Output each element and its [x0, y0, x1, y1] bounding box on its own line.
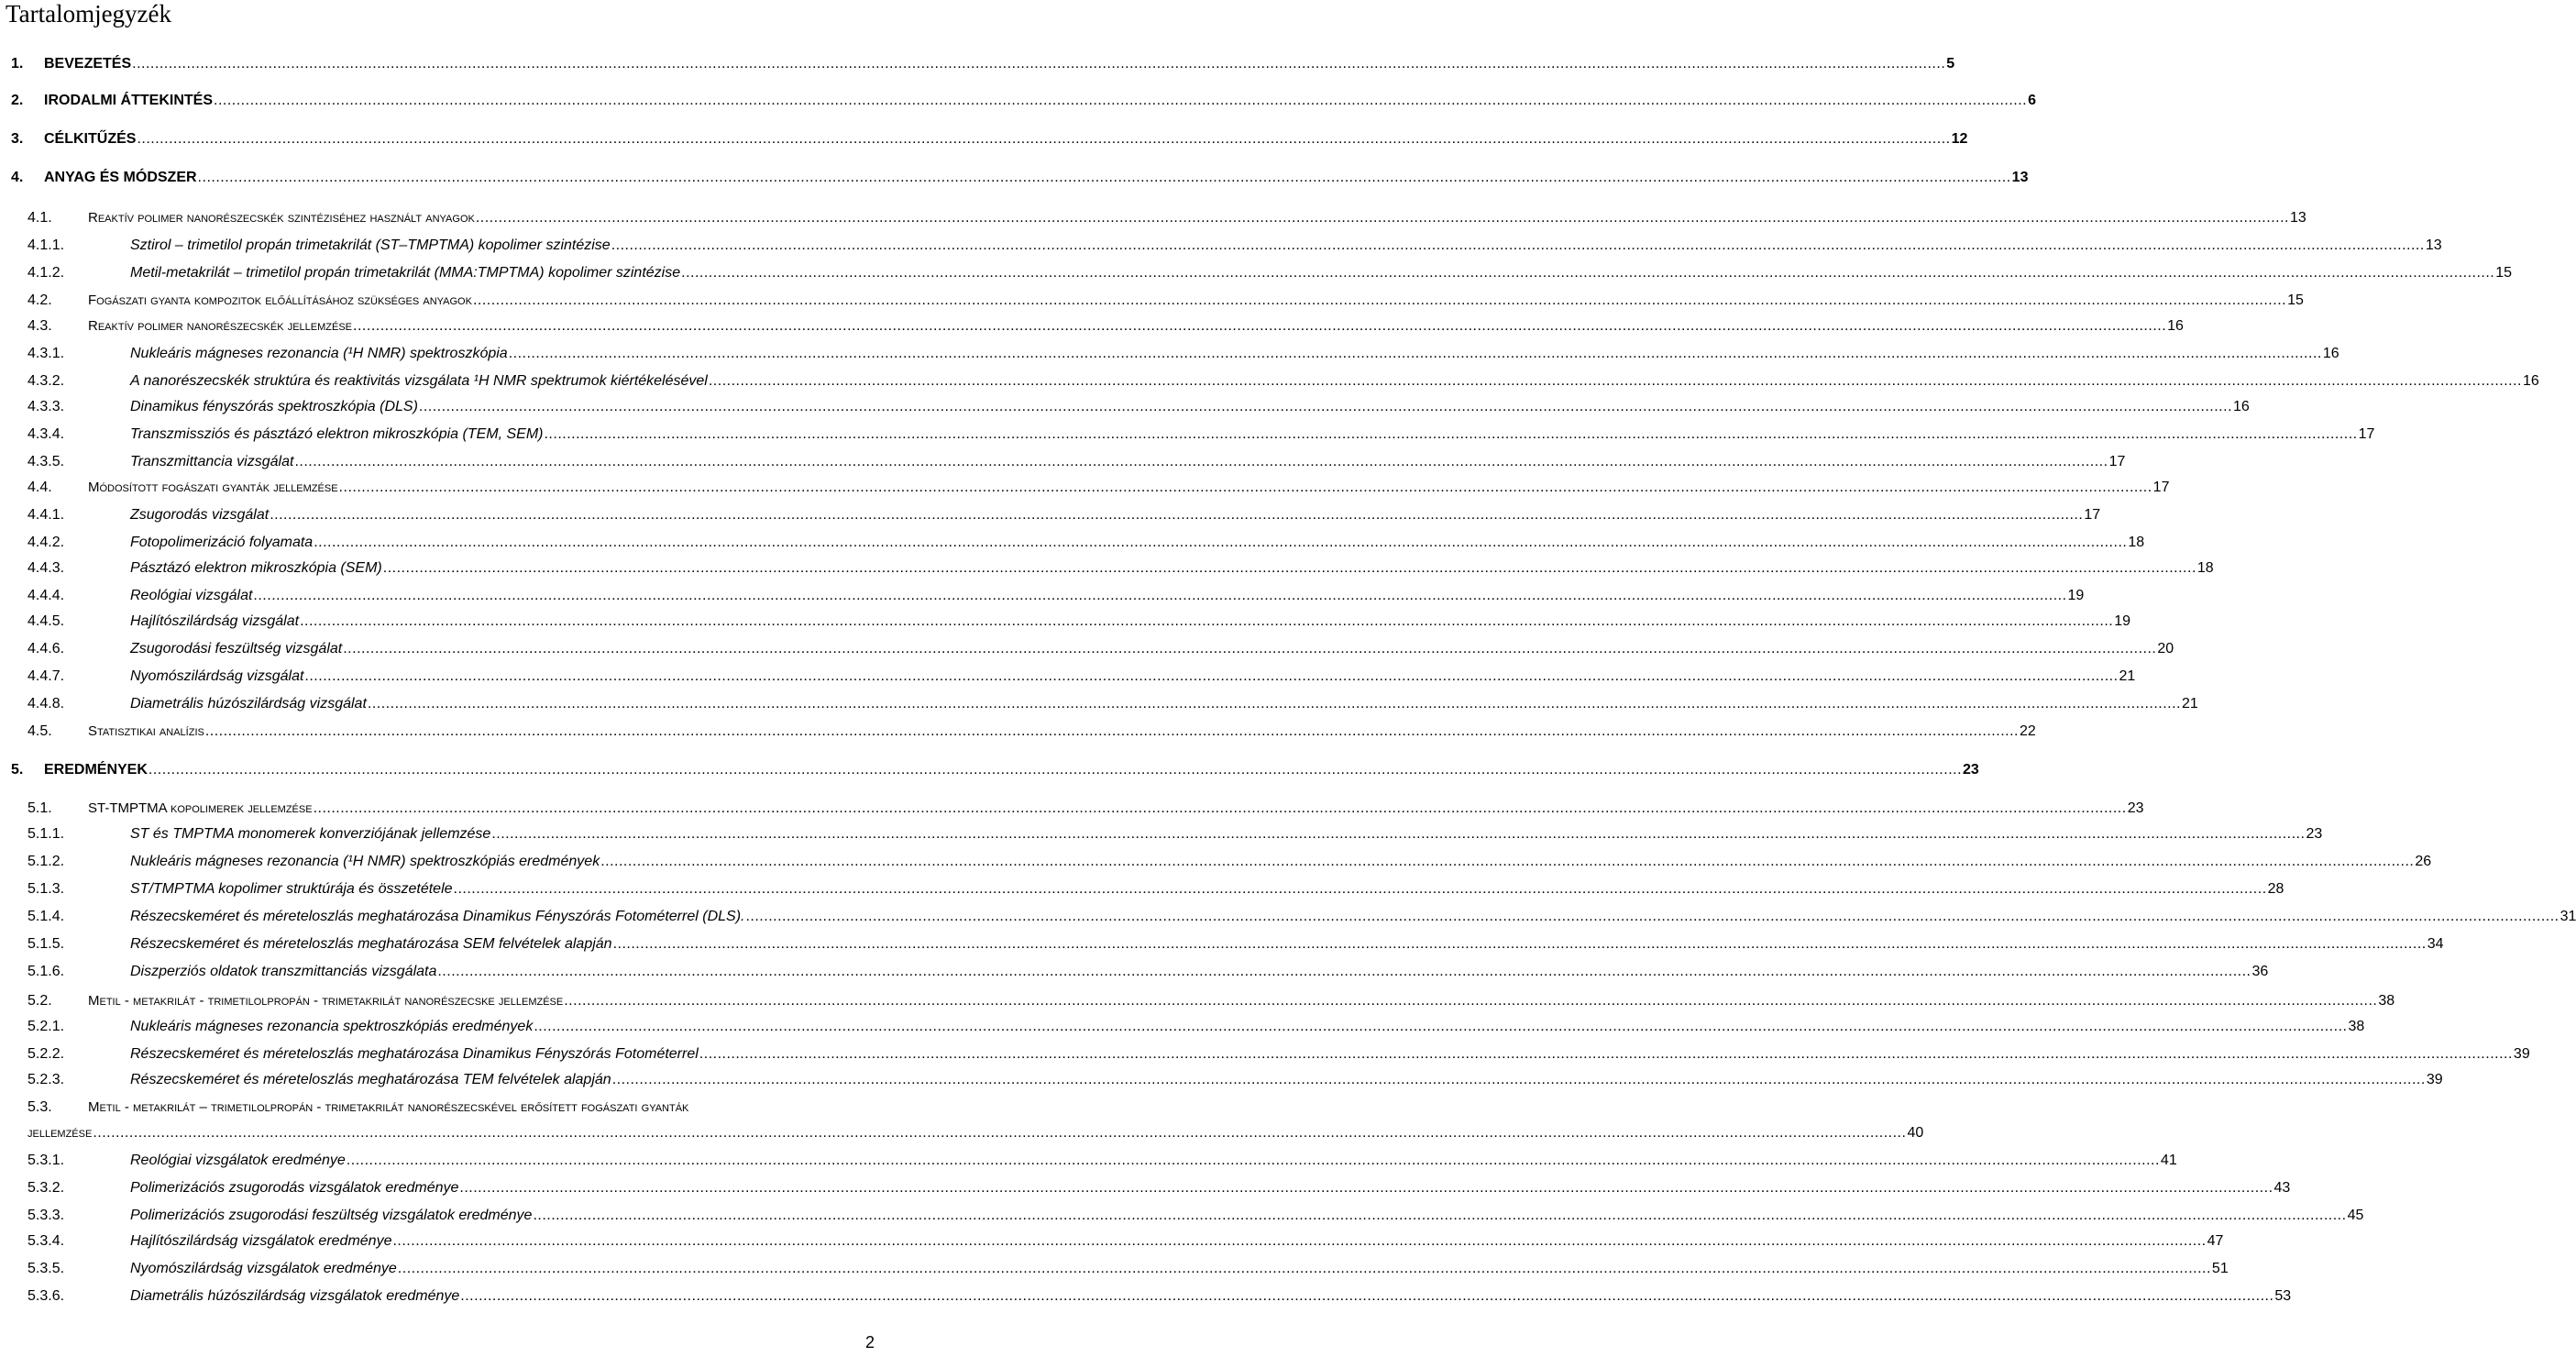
toc-entry[interactable] [28, 1151, 2177, 1171]
toc-entry-title: Dinamikus fényszórás spektroszkópia (DLS) [130, 399, 418, 414]
toc-entry-page: 5 [1946, 56, 1955, 72]
dot-leader: ................................................................................................................................................................................................................................................................................................................................................................................................................ [681, 265, 2495, 281]
toc-entry[interactable] [28, 639, 2174, 659]
toc-entry-number: 4.1. [28, 210, 52, 226]
toc-entry-number: 4. [11, 170, 24, 185]
toc-entry-title: Nukleáris mágneses rezonancia (¹H NMR) spektroszkópiás eredmények [130, 854, 600, 869]
toc-entry[interactable] [28, 586, 2085, 606]
toc-entry-title: ST és TMPTMA monomerek konverziójának jellemzése [130, 826, 491, 842]
toc-entry-page: 34 [2427, 936, 2444, 952]
toc-entry-number: 4.3.3. [28, 399, 65, 414]
toc-entry[interactable] [28, 907, 2576, 927]
toc-entry-title: Pásztázó elektron mikroszkópia (SEM) [130, 560, 382, 576]
toc-entry-title: Nukleáris mágneses rezonancia spektroszkópiás eredmények [130, 1019, 534, 1034]
toc-entry[interactable] [28, 1178, 2291, 1198]
toc-entry-page: 45 [2347, 1208, 2364, 1223]
toc-entry-page: 13 [2425, 237, 2442, 253]
dot-leader: ................................................................................................................................................................................................................................................................................................................................................................................................................ [437, 964, 2251, 979]
toc-entry-number: 5.1. [28, 800, 52, 816]
toc-entry-page: 38 [2348, 1019, 2365, 1034]
toc-entry-page: 23 [1963, 762, 1979, 778]
dot-leader: ................................................................................................................................................................................................................................................................................................................................................................................................................ [204, 723, 2019, 739]
dot-leader: ................................................................................................................................................................................................................................................................................................................................................................................................................ [491, 826, 2306, 842]
toc-entry[interactable] [28, 344, 2339, 364]
toc-entry-title: IRODALMI ÁTTEKINTÉS [44, 93, 213, 108]
toc-entry-page: 15 [2495, 265, 2513, 281]
toc-entry-number: 4.3.4. [28, 426, 65, 442]
toc-entry-page: 31 [2559, 909, 2576, 924]
dot-leader: ................................................................................................................................................................................................................................................................................................................................................................................................................ [533, 1208, 2347, 1223]
dot-leader: ................................................................................................................................................................................................................................................................................................................................................................................................................ [392, 1233, 2207, 1249]
toc-entry-page: 21 [2119, 668, 2136, 684]
toc-entry-number: 5.3.5. [28, 1261, 65, 1276]
toc-entry-page: 39 [2513, 1046, 2530, 1062]
toc-entry-page: 16 [2522, 373, 2539, 389]
toc-entry-page: 26 [2415, 854, 2432, 869]
toc-entry[interactable] [28, 852, 2432, 872]
toc-entry-title: Zsugorodási feszültség vizsgálat [130, 641, 343, 656]
toc-entry-page: 12 [1951, 131, 1968, 147]
toc-entry-title: Statisztikai analízis [88, 723, 204, 739]
toc-entry-page: 17 [2358, 426, 2375, 442]
toc-entry-number: 5.3.1. [28, 1153, 65, 1168]
toc-entry-title: Sztirol – trimetilol propán trimetakrilát (ST–TMPTMA) kopolimer szintézise [130, 237, 611, 253]
dot-leader: ................................................................................................................................................................................................................................................................................................................................................................................................................ [313, 800, 2127, 816]
toc-entry[interactable] [28, 1017, 2365, 1037]
toc-entry[interactable] [28, 1123, 1924, 1143]
dot-leader: ................................................................................................................................................................................................................................................................................................................................................................................................................ [343, 641, 2157, 656]
toc-entry[interactable] [28, 533, 2145, 553]
toc-entry-number: 5.3.3. [28, 1208, 65, 1223]
toc-entry-title: EREDMÉNYEK [44, 762, 148, 778]
toc-entry-number: 5.3.2. [28, 1180, 65, 1196]
dot-leader: ................................................................................................................................................................................................................................................................................................................................................................................................................ [508, 346, 2322, 361]
dot-leader: ................................................................................................................................................................................................................................................................................................................................................................................................................ [453, 881, 2267, 897]
toc-entry-page: 6 [2028, 93, 2037, 108]
toc-entry-number: 4.4.2. [28, 535, 65, 550]
toc-entry[interactable] [28, 425, 2375, 445]
dot-leader: ................................................................................................................................................................................................................................................................................................................................................................................................................ [382, 560, 2196, 576]
dot-leader: ................................................................................................................................................................................................................................................................................................................................................................................................................ [93, 1125, 1907, 1141]
dot-leader: ................................................................................................................................................................................................................................................................................................................................................................................................................ [564, 993, 2378, 1009]
toc-entry-title: Zsugorodás vizsgálat [130, 507, 270, 523]
toc-entry-title: ANYAG ÉS MÓDSZER [44, 170, 197, 185]
toc-entry-number: 4.4.6. [28, 641, 65, 656]
toc-entry[interactable] [28, 991, 2395, 1011]
toc-entry-page: 41 [2160, 1153, 2177, 1168]
toc-entry[interactable] [28, 478, 2170, 498]
toc-entry-title: Diszperziós oldatok transzmittanciás vizsgálata [130, 964, 437, 979]
toc-entry[interactable] [11, 91, 2037, 111]
toc-entry-number: 4.4.5. [28, 613, 65, 629]
dot-leader: ................................................................................................................................................................................................................................................................................................................................................................................................................ [300, 613, 2114, 629]
toc-entry-number: 5.3. [28, 1099, 52, 1115]
toc-entry-page: 39 [2426, 1072, 2443, 1087]
toc-entry[interactable] [28, 505, 2101, 525]
dot-leader: ................................................................................................................................................................................................................................................................................................................................................................................................................ [460, 1288, 2274, 1304]
toc-entry-number: 4.4.1. [28, 507, 65, 523]
toc-entry-number: 4.2. [28, 292, 52, 308]
toc-entry-page: 51 [2211, 1261, 2229, 1276]
toc-entry[interactable] [28, 397, 2250, 417]
toc-entry-page: 23 [2127, 800, 2144, 816]
toc-entry-number: 4.4.8. [28, 696, 65, 712]
dot-leader: ................................................................................................................................................................................................................................................................................................................................................................................................................ [346, 1153, 2160, 1168]
toc-entry[interactable] [28, 208, 2306, 228]
toc-entry-number: 5.3.6. [28, 1288, 65, 1304]
toc-entry-page: 18 [2128, 535, 2145, 550]
dot-leader: ................................................................................................................................................................................................................................................................................................................................................................................................................ [353, 318, 2167, 334]
toc-entry-number: 4.3. [28, 318, 52, 334]
toc-entry-number: 5.1.4. [28, 909, 65, 924]
toc-entry-title: jellemzése [28, 1125, 93, 1141]
toc-entry-page: 16 [2322, 346, 2339, 361]
toc-entry-title: ST/TMPTMA kopolimer struktúrája és összetétele [130, 881, 453, 897]
dot-leader: ................................................................................................................................................................................................................................................................................................................................................................................................................ [745, 909, 2559, 924]
toc-entry-number: 4.1.1. [28, 237, 65, 253]
toc-entry-title: Fogászati gyanta kompozitok előállításához szükséges anyagok [88, 292, 472, 308]
dot-leader: ................................................................................................................................................................................................................................................................................................................................................................................................................ [708, 373, 2522, 389]
toc-entry-page: 17 [2152, 480, 2170, 495]
toc-entry-number: 4.3.1. [28, 346, 65, 361]
toc-entry-number: 4.5. [28, 723, 52, 739]
toc-entry-page: 20 [2157, 641, 2174, 656]
toc-entry[interactable] [28, 263, 2513, 283]
dot-leader: ................................................................................................................................................................................................................................................................................................................................................................................................................ [132, 56, 1946, 72]
toc-entry-page: 13 [2289, 210, 2306, 226]
toc-entry-number: 4.4.4. [28, 588, 65, 603]
toc-entry[interactable] [28, 1286, 2292, 1307]
toc-entry-page: 17 [2084, 507, 2101, 523]
toc-entry-number: 5.2. [28, 993, 52, 1009]
toc-entry-title: Metil - metakrilát - trimetilolpropán - trimetakrilát nanorészecske jellemzése [88, 993, 564, 1009]
toc-entry-title: Metil-metakrilát – trimetilol propán trimetakrilát (MMA:TMPTMA) kopolimer szintézise [130, 265, 681, 281]
toc-entry-page: 38 [2378, 993, 2395, 1009]
toc-entry[interactable] [28, 722, 2036, 742]
toc-entry-title: Fotopolimerizáció folyamata [130, 535, 314, 550]
toc-entry[interactable] [28, 799, 2144, 819]
toc-entry-title: Reológiai vizsgálat [130, 588, 253, 603]
toc-entry-page: 23 [2306, 826, 2323, 842]
toc-entry-title: Reológiai vizsgálatok eredménye [130, 1153, 346, 1168]
toc-entry-number: 4.1.2. [28, 265, 65, 281]
toc-entry[interactable] [28, 1044, 2530, 1065]
dot-leader: ................................................................................................................................................................................................................................................................................................................................................................................................................ [611, 1072, 2426, 1087]
toc-entry[interactable] [28, 694, 2198, 714]
toc-entry[interactable] [28, 1206, 2364, 1226]
toc-entry-title: Részecskeméret és méreteloszlás meghatározása SEM felvételek alapján [130, 936, 612, 952]
toc-entry-number: 5.2.2. [28, 1046, 65, 1062]
toc-entry-page: 19 [2114, 613, 2130, 629]
toc-entry-page: 40 [1907, 1125, 1924, 1141]
toc-entry-page: 19 [2067, 588, 2085, 603]
dot-leader: ................................................................................................................................................................................................................................................................................................................................................................................................................ [612, 936, 2427, 952]
dot-leader: ................................................................................................................................................................................................................................................................................................................................................................................................................ [397, 1261, 2211, 1276]
dot-leader: ................................................................................................................................................................................................................................................................................................................................................................................................................ [472, 292, 2287, 308]
toc-entry-page: 28 [2267, 881, 2284, 897]
toc-entry-page: 22 [2019, 723, 2036, 739]
toc-entry-title: A nanorészecskék struktúra és reaktivitás vizsgálata ¹H NMR spektrumok kiértékelésével [130, 373, 708, 389]
toc-entry[interactable] [28, 667, 2136, 687]
dot-leader: ................................................................................................................................................................................................................................................................................................................................................................................................................ [304, 668, 2119, 684]
dot-leader: ................................................................................................................................................................................................................................................................................................................................................................................................................ [611, 237, 2425, 253]
page-number: 2 [864, 1333, 875, 1351]
toc-entry-page: 36 [2251, 964, 2269, 979]
toc-entry[interactable] [28, 934, 2444, 954]
toc-entry-number: 5.1.1. [28, 826, 65, 842]
toc-entry-number: 5. [11, 762, 24, 778]
toc-entry-number: 5.1.6. [28, 964, 65, 979]
dot-leader: ................................................................................................................................................................................................................................................................................................................................................................................................................ [294, 454, 2108, 469]
dot-leader: ................................................................................................................................................................................................................................................................................................................................................................................................................ [475, 210, 2289, 226]
toc-entry-title: Reaktív polimer nanorészecskék jellemzése [88, 318, 353, 334]
toc-entry-number: 4.3.5. [28, 454, 65, 469]
toc-entry-number: 5.3.4. [28, 1233, 65, 1249]
toc-entry-title: CÉLKITŰZÉS [44, 131, 137, 147]
toc-entry-title: Polimerizációs zsugorodási feszültség vizsgálatok eredménye [130, 1208, 533, 1223]
dot-leader: ................................................................................................................................................................................................................................................................................................................................................................................................................ [418, 399, 2233, 414]
toc-entry-title: Nyomószilárdság vizsgálat [130, 668, 304, 684]
toc-entry[interactable] [28, 316, 2184, 336]
toc-entry[interactable] [28, 452, 2126, 472]
toc-entry-page: 13 [2011, 170, 2029, 185]
toc-entry-page: 15 [2287, 292, 2304, 308]
toc-entry-title: Metil - metakrilát – trimetilolpropán - trimetakrilát nanorészecskével erősített fogászati gyanták [88, 1099, 689, 1115]
toc-entry[interactable] [28, 371, 2539, 392]
toc-entry[interactable] [28, 1259, 2229, 1279]
toc-entry[interactable] [28, 1231, 2224, 1252]
toc-entry[interactable] [11, 129, 1968, 149]
toc-entry-title: BEVEZETÉS [44, 56, 132, 72]
dot-leader: ................................................................................................................................................................................................................................................................................................................................................................................................................ [534, 1019, 2348, 1034]
toc-entry-title: Nukleáris mágneses rezonancia (¹H NMR) spektroszkópia [130, 346, 508, 361]
dot-leader: ................................................................................................................................................................................................................................................................................................................................................................................................................ [459, 1180, 2273, 1196]
dot-leader: ................................................................................................................................................................................................................................................................................................................................................................................................................ [314, 535, 2128, 550]
dot-leader: ................................................................................................................................................................................................................................................................................................................................................................................................................ [600, 854, 2415, 869]
toc-entry-title: Reaktív polimer nanorészecskék szintéziséhez használt anyagok [88, 210, 475, 226]
dot-leader: ................................................................................................................................................................................................................................................................................................................................................................................................................ [699, 1046, 2513, 1062]
dot-leader: ................................................................................................................................................................................................................................................................................................................................................................................................................ [137, 131, 1951, 147]
toc-entry[interactable] [28, 612, 2130, 632]
toc-entry-title: Hajlítószilárdság vizsgálat [130, 613, 300, 629]
toc-entry-page: 43 [2273, 1180, 2291, 1196]
toc-entry-number: 5.1.5. [28, 936, 65, 952]
toc-entry-page: 53 [2274, 1288, 2292, 1304]
toc-entry-title: Módosított fogászati gyanták jellemzése [88, 480, 338, 495]
dot-leader: ................................................................................................................................................................................................................................................................................................................................................................................................................ [270, 507, 2084, 523]
dot-leader: ................................................................................................................................................................................................................................................................................................................................................................................................................ [544, 426, 2358, 442]
toc-entry-number: 4.4.7. [28, 668, 65, 684]
toc-entry-number: 5.1.2. [28, 854, 65, 869]
toc-entry-title: Részecskeméret és méreteloszlás meghatározása Dinamikus Fényszórás Fotométerrel [130, 1046, 699, 1062]
toc-entry[interactable] [28, 824, 2323, 844]
dot-leader: ................................................................................................................................................................................................................................................................................................................................................................................................................ [148, 762, 1963, 778]
toc-entry[interactable] [28, 1098, 875, 1118]
toc-entry-page: 47 [2207, 1233, 2224, 1249]
toc-entry-title: Diametrális húzószilárdság vizsgálat [130, 696, 367, 712]
dot-leader: ................................................................................................................................................................................................................................................................................................................................................................................................................ [338, 480, 2152, 495]
toc-entry-number: 4.4.3. [28, 560, 65, 576]
toc-entry-number: 4.3.2. [28, 373, 65, 389]
toc-entry-title: Hajlítószilárdság vizsgálatok eredménye [130, 1233, 392, 1249]
toc-entry-page: 16 [2233, 399, 2250, 414]
toc-entry-title: Transzmissziós és pásztázó elektron mikroszkópia (TEM, SEM) [130, 426, 544, 442]
toc-entry[interactable] [11, 168, 2029, 188]
dot-leader: ................................................................................................................................................................................................................................................................................................................................................................................................................ [197, 170, 2011, 185]
dot-leader: ................................................................................................................................................................................................................................................................................................................................................................................................................ [214, 93, 2028, 108]
toc-entry-number: 2. [11, 93, 24, 108]
toc-entry-title: Részecskeméret és méreteloszlás meghatározása Dinamikus Fényszórás Fotométerrel (DLS). [130, 909, 745, 924]
toc-entry[interactable] [11, 54, 1955, 74]
toc-entry-page: 21 [2182, 696, 2198, 712]
toc-entry-title: Polimerizációs zsugorodás vizsgálatok eredménye [130, 1180, 459, 1196]
toc-entry-number: 5.2.1. [28, 1019, 65, 1034]
toc-entry-number: 4.4. [28, 480, 52, 495]
toc-entry-title: Diametrális húzószilárdság vizsgálatok eredménye [130, 1288, 460, 1304]
toc-entry[interactable] [11, 760, 1979, 780]
toc-entry[interactable] [28, 1070, 2443, 1090]
dot-leader: ................................................................................................................................................................................................................................................................................................................................................................................................................ [367, 696, 2182, 712]
toc-entry[interactable] [28, 879, 2284, 899]
toc-entry-page: 17 [2108, 454, 2126, 469]
toc-entry[interactable] [28, 236, 2442, 256]
toc-entry-title: Transzmittancia vizsgálat [130, 454, 294, 469]
toc-entry-title: ST-TMPTMA kopolimerek jellemzése [88, 800, 313, 816]
toc-entry-title: Nyomószilárdság vizsgálatok eredménye [130, 1261, 397, 1276]
toc-entry-number: 5.1.3. [28, 881, 65, 897]
toc-entry-number: 3. [11, 131, 24, 147]
toc-entry[interactable] [28, 962, 2269, 982]
dot-leader: ................................................................................................................................................................................................................................................................................................................................................................................................................ [253, 588, 2067, 603]
toc-entry-number: 1. [11, 56, 24, 72]
toc-entry-page: 16 [2167, 318, 2184, 334]
toc-entry-number: 5.2.3. [28, 1072, 65, 1087]
toc-entry[interactable] [28, 558, 2214, 579]
toc-entry-page: 18 [2196, 560, 2214, 576]
toc-entry-title: Részecskeméret és méreteloszlás meghatározása TEM felvételek alapján [130, 1072, 611, 1087]
page-title: Tartalomjegyzék [6, 0, 172, 28]
toc-entry[interactable] [28, 291, 2304, 311]
